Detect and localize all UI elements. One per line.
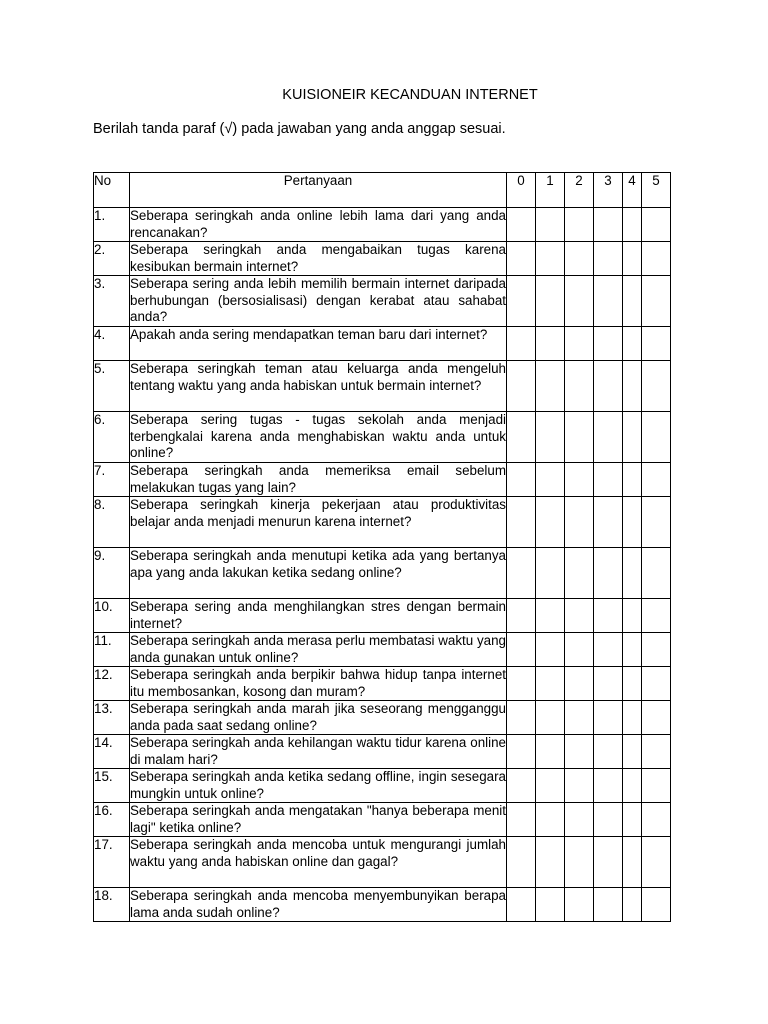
answer-cell-1[interactable] — [536, 242, 565, 276]
answer-cell-2[interactable] — [565, 701, 594, 735]
answer-cell-4[interactable] — [623, 837, 642, 888]
answer-cell-1[interactable] — [536, 633, 565, 667]
answer-cell-2[interactable] — [565, 633, 594, 667]
answer-cell-2[interactable] — [565, 327, 594, 361]
answer-cell-2[interactable] — [565, 208, 594, 242]
answer-cell-4[interactable] — [623, 667, 642, 701]
answer-cell-5[interactable] — [642, 497, 671, 548]
header-no: No — [94, 173, 130, 208]
question-row — [94, 769, 671, 803]
question-number: 13. — [94, 701, 130, 735]
answer-cell-0[interactable] — [507, 208, 536, 242]
answer-cell-0[interactable] — [507, 888, 536, 922]
answer-cell-3[interactable] — [594, 803, 623, 837]
answer-cell-4[interactable] — [623, 361, 642, 412]
answer-cell-1[interactable] — [536, 276, 565, 327]
answer-cell-0[interactable] — [507, 412, 536, 463]
answer-cell-2[interactable] — [565, 412, 594, 463]
answer-cell-0[interactable] — [507, 242, 536, 276]
question-row — [94, 412, 671, 463]
answer-cell-2[interactable] — [565, 803, 594, 837]
question-number: 8. — [94, 497, 130, 548]
answer-cell-4[interactable] — [623, 633, 642, 667]
answer-cell-1[interactable] — [536, 497, 565, 548]
answer-cell-5[interactable] — [642, 803, 671, 837]
question-number: 16. — [94, 803, 130, 837]
answer-cell-4[interactable] — [623, 242, 642, 276]
answer-cell-4[interactable] — [623, 888, 642, 922]
question-text: Seberapa seringkah anda ketika sedang offline, ingin sesegara mungkin untuk online? — [130, 769, 506, 801]
answer-cell-1[interactable] — [536, 548, 565, 599]
answer-cell-1[interactable] — [536, 463, 565, 497]
answer-cell-1[interactable] — [536, 667, 565, 701]
question-row — [94, 242, 671, 276]
answer-cell-3[interactable] — [594, 276, 623, 327]
questionnaire-table — [93, 172, 671, 922]
question-number: 18. — [94, 888, 130, 922]
answer-cell-3[interactable] — [594, 667, 623, 701]
question-text: Seberapa seringkah anda menutupi ketika ada yang bertanya apa yang anda lakukan ketika sedang online? — [130, 548, 507, 599]
question-text: Seberapa seringkah anda online lebih lama dari yang anda rencanakan? — [130, 208, 506, 240]
question-text: Seberapa seringkah anda memeriksa email sebelum melakukan tugas yang lain? — [130, 463, 506, 495]
answer-cell-2[interactable] — [565, 497, 594, 548]
question-number: 9. — [94, 548, 130, 599]
question-text: Seberapa seringkah anda kehilangan waktu tidur karena online di malam hari? — [130, 735, 506, 767]
question-row — [94, 803, 671, 837]
answer-cell-5[interactable] — [642, 837, 671, 888]
question-number: 6. — [94, 412, 130, 463]
answer-cell-5[interactable] — [642, 327, 671, 361]
answer-cell-0[interactable] — [507, 497, 536, 548]
answer-cell-0[interactable] — [507, 769, 536, 803]
question-row — [94, 599, 671, 633]
answer-cell-2[interactable] — [565, 667, 594, 701]
answer-cell-3[interactable] — [594, 497, 623, 548]
answer-cell-0[interactable] — [507, 633, 536, 667]
answer-cell-1[interactable] — [536, 208, 565, 242]
answer-cell-2[interactable] — [565, 463, 594, 497]
header-question: Pertanyaan — [130, 173, 507, 208]
answer-cell-5[interactable] — [642, 599, 671, 633]
answer-cell-5[interactable] — [642, 888, 671, 922]
question-text: Seberapa seringkah anda berpikir bahwa hidup tanpa internet itu membosankan, kosong dan muram? — [130, 667, 506, 699]
question-row — [94, 208, 671, 242]
answer-cell-0[interactable] — [507, 803, 536, 837]
answer-cell-4[interactable] — [623, 735, 642, 769]
question-number: 10. — [94, 599, 130, 633]
answer-cell-2[interactable] — [565, 888, 594, 922]
answer-cell-3[interactable] — [594, 701, 623, 735]
answer-cell-1[interactable] — [536, 769, 565, 803]
questionnaire-body — [94, 208, 671, 922]
answer-cell-4[interactable] — [623, 463, 642, 497]
answer-cell-2[interactable] — [565, 242, 594, 276]
answer-cell-5[interactable] — [642, 208, 671, 242]
answer-cell-3[interactable] — [594, 242, 623, 276]
header-score-5: 5 — [642, 173, 671, 208]
answer-cell-5[interactable] — [642, 412, 671, 463]
table-header-row — [94, 173, 671, 208]
answer-cell-1[interactable] — [536, 412, 565, 463]
answer-cell-2[interactable] — [565, 837, 594, 888]
question-row — [94, 888, 671, 922]
answer-cell-5[interactable] — [642, 667, 671, 701]
question-number: 1. — [94, 208, 130, 242]
answer-cell-5[interactable] — [642, 361, 671, 412]
question-row — [94, 463, 671, 497]
answer-cell-3[interactable] — [594, 837, 623, 888]
question-number: 12. — [94, 667, 130, 701]
answer-cell-5[interactable] — [642, 633, 671, 667]
question-text: Seberapa seringkah anda merasa perlu membatasi waktu yang anda gunakan untuk online? — [130, 633, 506, 665]
answer-cell-4[interactable] — [623, 599, 642, 633]
answer-cell-3[interactable] — [594, 548, 623, 599]
answer-cell-4[interactable] — [623, 497, 642, 548]
instruction-text: Berilah tanda paraf (√) pada jawaban yang anda anggap sesuai. — [93, 121, 506, 137]
answer-cell-3[interactable] — [594, 735, 623, 769]
answer-cell-4[interactable] — [623, 548, 642, 599]
question-text: Seberapa seringkah anda mencoba menyembunyikan berapa lama anda sudah online? — [130, 888, 506, 920]
answer-cell-2[interactable] — [565, 599, 594, 633]
question-text: Apakah anda sering mendapatkan teman baru dari internet? — [130, 327, 507, 361]
answer-cell-0[interactable] — [507, 276, 536, 327]
answer-cell-3[interactable] — [594, 412, 623, 463]
answer-cell-2[interactable] — [565, 735, 594, 769]
page-title: KUISIONEIR KECANDUAN INTERNET — [282, 87, 538, 103]
header-score-1: 1 — [536, 173, 565, 208]
question-number: 7. — [94, 463, 130, 497]
answer-cell-4[interactable] — [623, 208, 642, 242]
question-row — [94, 667, 671, 701]
header-score-3: 3 — [594, 173, 623, 208]
answer-cell-3[interactable] — [594, 769, 623, 803]
question-text: Seberapa sering anda lebih memilih bermain internet daripada berhubungan (bersosialisasi) dengan kerabat atau sahabat anda? — [130, 276, 507, 327]
question-row — [94, 276, 671, 327]
question-text: Seberapa seringkah anda mencoba untuk mengurangi jumlah waktu yang anda habiskan online dan gagal? — [130, 837, 507, 888]
answer-cell-3[interactable] — [594, 361, 623, 412]
answer-cell-3[interactable] — [594, 327, 623, 361]
answer-cell-0[interactable] — [507, 701, 536, 735]
answer-cell-0[interactable] — [507, 361, 536, 412]
question-text: Seberapa seringkah teman atau keluarga anda mengeluh tentang waktu yang anda habiskan untuk bermain internet? — [130, 361, 507, 412]
question-text: Seberapa seringkah anda mengabaikan tugas karena kesibukan bermain internet? — [130, 242, 506, 274]
answer-cell-2[interactable] — [565, 548, 594, 599]
answer-cell-0[interactable] — [507, 463, 536, 497]
question-number: 14. — [94, 735, 130, 769]
question-row — [94, 837, 671, 888]
answer-cell-2[interactable] — [565, 361, 594, 412]
answer-cell-4[interactable] — [623, 276, 642, 327]
answer-cell-0[interactable] — [507, 548, 536, 599]
answer-cell-3[interactable] — [594, 208, 623, 242]
answer-cell-3[interactable] — [594, 463, 623, 497]
answer-cell-4[interactable] — [623, 327, 642, 361]
answer-cell-1[interactable] — [536, 837, 565, 888]
answer-cell-1[interactable] — [536, 701, 565, 735]
answer-cell-5[interactable] — [642, 276, 671, 327]
question-row — [94, 361, 671, 412]
header-score-0: 0 — [507, 173, 536, 208]
question-number: 5. — [94, 361, 130, 412]
answer-cell-0[interactable] — [507, 735, 536, 769]
answer-cell-5[interactable] — [642, 701, 671, 735]
answer-cell-4[interactable] — [623, 769, 642, 803]
question-row — [94, 633, 671, 667]
question-number: 11. — [94, 633, 130, 667]
question-number: 17. — [94, 837, 130, 888]
header-score-2: 2 — [565, 173, 594, 208]
answer-cell-0[interactable] — [507, 599, 536, 633]
answer-cell-1[interactable] — [536, 361, 565, 412]
answer-cell-4[interactable] — [623, 412, 642, 463]
question-row — [94, 327, 671, 361]
question-number: 3. — [94, 276, 130, 327]
answer-cell-5[interactable] — [642, 548, 671, 599]
question-row — [94, 735, 671, 769]
question-number: 2. — [94, 242, 130, 276]
answer-cell-4[interactable] — [623, 803, 642, 837]
question-text: Seberapa sering anda menghilangkan stres dengan bermain internet? — [130, 599, 506, 631]
answer-cell-3[interactable] — [594, 888, 623, 922]
answer-cell-1[interactable] — [536, 327, 565, 361]
header-score-4: 4 — [623, 173, 642, 208]
answer-cell-3[interactable] — [594, 633, 623, 667]
answer-cell-3[interactable] — [594, 599, 623, 633]
answer-cell-0[interactable] — [507, 327, 536, 361]
answer-cell-1[interactable] — [536, 599, 565, 633]
answer-cell-0[interactable] — [507, 837, 536, 888]
question-text: Seberapa sering tugas - tugas sekolah anda menjadi terbengkalai karena anda menghabiskan waktu anda untuk online? — [130, 412, 507, 463]
question-text: Seberapa seringkah kinerja pekerjaan atau produktivitas belajar anda menjadi menurun karena internet? — [130, 497, 507, 548]
answer-cell-5[interactable] — [642, 242, 671, 276]
question-text: Seberapa seringkah anda mengatakan "hanya beberapa menit lagi" ketika online? — [130, 803, 506, 835]
answer-cell-5[interactable] — [642, 463, 671, 497]
answer-cell-1[interactable] — [536, 803, 565, 837]
answer-cell-2[interactable] — [565, 769, 594, 803]
answer-cell-5[interactable] — [642, 769, 671, 803]
question-number: 4. — [94, 327, 130, 361]
question-row — [94, 548, 671, 599]
question-row — [94, 497, 671, 548]
question-text: Seberapa seringkah anda marah jika seseorang mengganggu anda pada saat sedang online? — [130, 701, 506, 733]
answer-cell-5[interactable] — [642, 735, 671, 769]
answer-cell-2[interactable] — [565, 276, 594, 327]
answer-cell-0[interactable] — [507, 667, 536, 701]
answer-cell-1[interactable] — [536, 735, 565, 769]
question-row — [94, 701, 671, 735]
question-number: 15. — [94, 769, 130, 803]
answer-cell-4[interactable] — [623, 701, 642, 735]
answer-cell-1[interactable] — [536, 888, 565, 922]
